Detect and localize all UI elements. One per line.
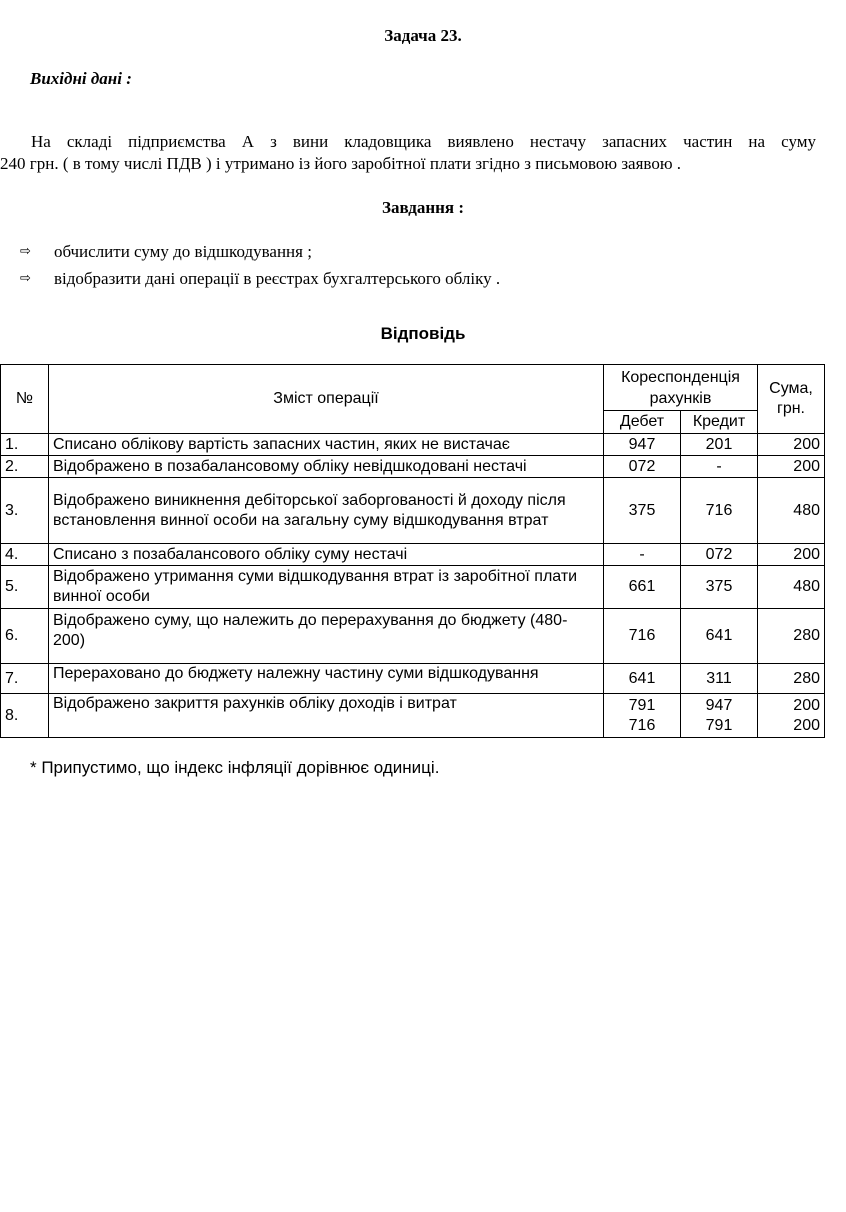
row-credit: 201 bbox=[681, 434, 758, 456]
hollow-arrow-icon: ⇨ bbox=[20, 244, 31, 259]
row-credit-line: 791 bbox=[705, 716, 733, 734]
row-debit: 716 bbox=[604, 609, 681, 664]
row-credit: 311 bbox=[681, 664, 758, 694]
row-sum: 200 bbox=[758, 456, 825, 478]
table-row bbox=[1, 694, 825, 738]
row-number: 7. bbox=[1, 664, 49, 694]
row-number: 2. bbox=[1, 456, 49, 478]
tasks-heading: Завдання : bbox=[381, 198, 465, 217]
answer-heading: Відповідь bbox=[380, 324, 466, 343]
row-text: Списано з позабалансового обліку суму нестачі bbox=[49, 544, 604, 566]
table-row bbox=[1, 544, 825, 566]
condition-line-1: На складі підприємства А з вини кладовщика виявлено нестачу запасних частин на суму bbox=[31, 132, 816, 151]
header-sum: Сума, грн. bbox=[758, 365, 825, 434]
header-credit: Кредит bbox=[681, 411, 758, 434]
row-number: 1. bbox=[1, 434, 49, 456]
task-item-text: відобразити дані операції в реєстрах бухгалтерського обліку . bbox=[54, 268, 501, 288]
row-text: Списано облікову вартість запасних частин, яких не вистачає bbox=[49, 434, 604, 456]
operations-table bbox=[0, 364, 825, 738]
task-item bbox=[20, 238, 500, 265]
task-item bbox=[20, 265, 500, 292]
row-sum-line: 200 bbox=[793, 716, 820, 734]
given-data-label: Вихідні дані : bbox=[30, 69, 132, 88]
row-number: 5. bbox=[1, 566, 49, 609]
row-sum: 480 bbox=[758, 566, 825, 609]
row-credit bbox=[681, 694, 758, 738]
condition-paragraph bbox=[0, 131, 816, 175]
row-credit: 716 bbox=[681, 478, 758, 544]
table-row bbox=[1, 434, 825, 456]
row-text: Відображено утримання суми відшкодування втрат із заробітної плати винної особи bbox=[49, 566, 604, 609]
header-content: Зміст операції bbox=[49, 365, 604, 434]
row-number: 8. bbox=[1, 694, 49, 738]
header-number: № bbox=[1, 365, 49, 434]
row-sum: 200 bbox=[758, 434, 825, 456]
row-sum-line: 200 bbox=[793, 696, 820, 714]
task-title: Задача 23. bbox=[384, 26, 462, 45]
row-sum bbox=[758, 694, 825, 738]
row-text: Відображено виникнення дебіторської заборгованості й доходу після встановлення винної особи на загальну суму відшкодування втрат bbox=[49, 478, 604, 544]
row-credit: 072 bbox=[681, 544, 758, 566]
task-item-text: обчислити суму до відшкодування ; bbox=[54, 241, 312, 261]
row-debit: - bbox=[604, 544, 681, 566]
hollow-arrow-icon: ⇨ bbox=[20, 271, 31, 286]
row-debit-line: 791 bbox=[628, 696, 656, 714]
row-debit: 072 bbox=[604, 456, 681, 478]
row-debit: 641 bbox=[604, 664, 681, 694]
row-number: 3. bbox=[1, 478, 49, 544]
task-list bbox=[20, 238, 500, 292]
footnote: * Припустимо, що індекс інфляції дорівнює одиниці. bbox=[30, 758, 440, 777]
table-row bbox=[1, 664, 825, 694]
header-correspondence: Кореспонденція рахунків bbox=[604, 365, 758, 411]
row-sum: 280 bbox=[758, 664, 825, 694]
row-credit: - bbox=[681, 456, 758, 478]
table-row bbox=[1, 566, 825, 609]
row-debit: 947 bbox=[604, 434, 681, 456]
table-header-row bbox=[1, 365, 825, 411]
row-debit: 661 bbox=[604, 566, 681, 609]
row-text: Відображено закриття рахунків обліку доходів і витрат bbox=[49, 694, 604, 738]
table-row bbox=[1, 609, 825, 664]
row-credit: 641 bbox=[681, 609, 758, 664]
row-debit bbox=[604, 694, 681, 738]
row-debit: 375 bbox=[604, 478, 681, 544]
row-sum: 480 bbox=[758, 478, 825, 544]
row-number: 6. bbox=[1, 609, 49, 664]
row-text: Перераховано до бюджету належну частину суми відшкодування bbox=[49, 664, 604, 694]
table-row bbox=[1, 478, 825, 544]
row-debit-line: 716 bbox=[628, 716, 656, 734]
condition-line-2: 240 грн. ( в тому числі ПДВ ) і утримано із його заробітної плати згідно з письмовою заявою . bbox=[0, 154, 682, 173]
row-sum: 280 bbox=[758, 609, 825, 664]
row-sum: 200 bbox=[758, 544, 825, 566]
table-row bbox=[1, 456, 825, 478]
row-text: Відображено в позабалансовому обліку невідшкодовані нестачі bbox=[49, 456, 604, 478]
row-number: 4. bbox=[1, 544, 49, 566]
row-credit: 375 bbox=[681, 566, 758, 609]
header-debit: Дебет bbox=[604, 411, 681, 434]
row-text: Відображено суму, що належить до перерахування до бюджету (480-200) bbox=[49, 609, 604, 664]
row-credit-line: 947 bbox=[705, 696, 733, 714]
